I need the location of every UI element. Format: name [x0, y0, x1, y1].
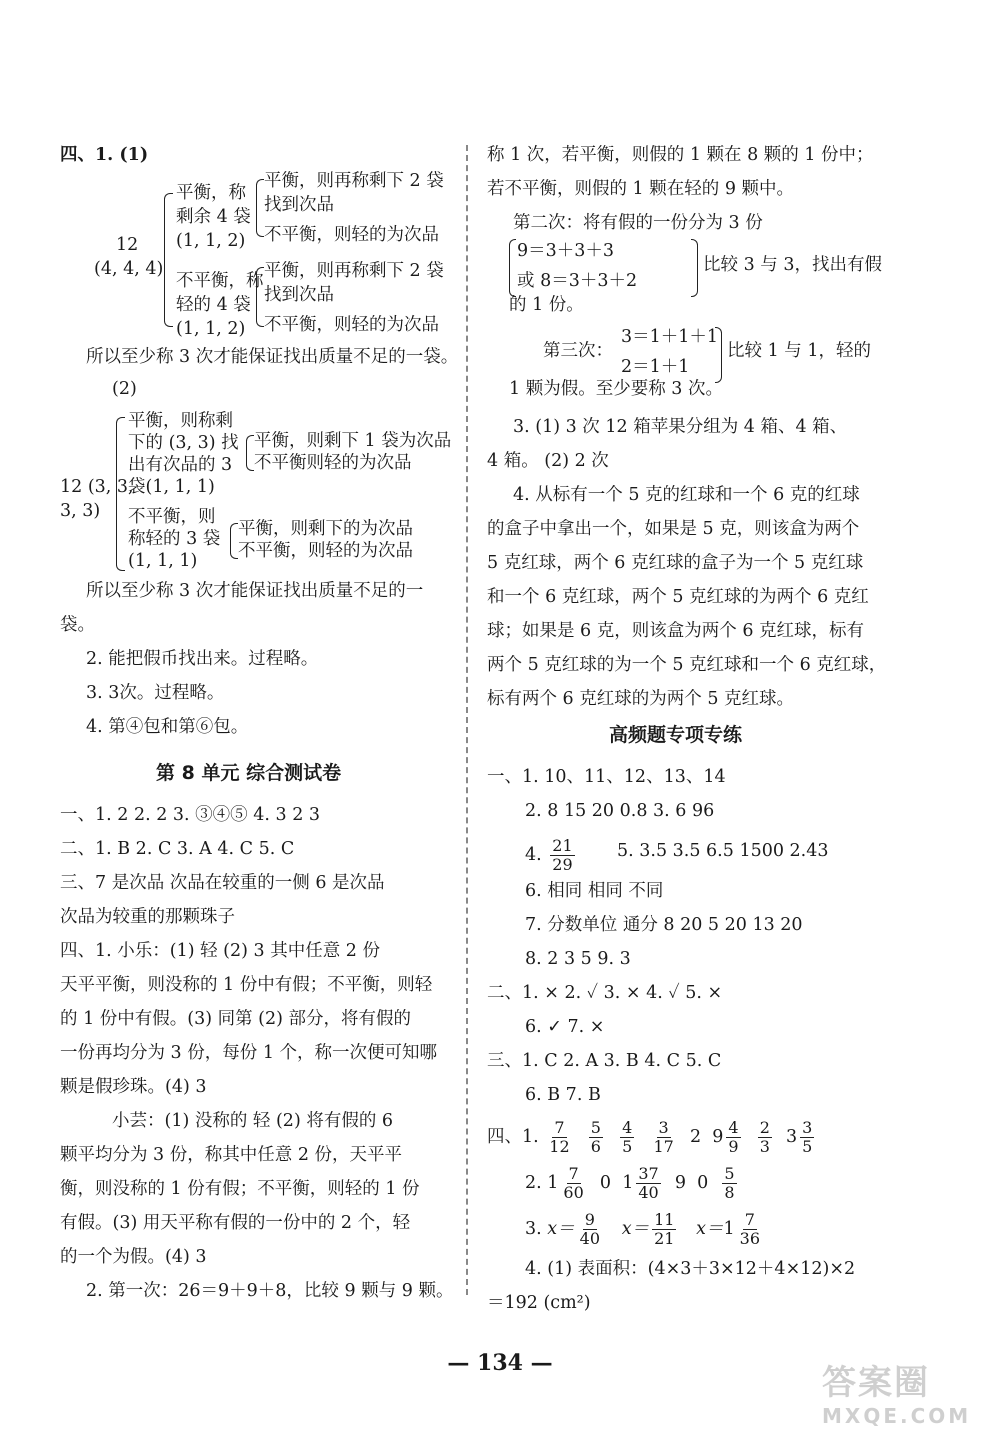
section-4-q1-head: 四、1. (1)	[60, 145, 149, 165]
right-text-line: 称 1 次，若平衡，则假的 1 颗在 8 颗的 1 份中；	[487, 145, 874, 165]
fraction	[726, 1119, 740, 1156]
numerator: 5	[724, 1164, 735, 1183]
conclusion-2: 袋。	[60, 615, 95, 635]
q3-answer: 3. 3次。过程略。	[86, 683, 225, 703]
right-q4-line: 标有两个 6 克红球的为两个 5 克红球。	[487, 689, 795, 709]
hf-part2: 二、1. × 2. ✓ 3. × 4. ✓ 5. ×	[487, 983, 723, 1003]
var-x: x＝	[696, 1219, 724, 1239]
hf-part2: 6. ✓ 7. ×	[525, 1017, 605, 1037]
right-q3: 4 箱。 (2) 2 次	[487, 451, 609, 471]
mixed-whole: 3	[786, 1127, 798, 1147]
numerator: 2	[759, 1118, 770, 1137]
numerator: 21	[552, 836, 573, 855]
u8-part4-line: 小芸：(1) 没称的 轻 (2) 将有假的 6	[112, 1111, 394, 1131]
denominator: 12	[549, 1137, 570, 1156]
numerator: 7	[554, 1118, 565, 1137]
fraction	[547, 1119, 571, 1156]
right-q4-line: 球；如果是 6 克，则该盒为两个 6 克红球，标有	[487, 621, 865, 641]
numerator: 7	[744, 1210, 755, 1229]
fraction	[800, 1119, 814, 1156]
numerator: 4	[622, 1118, 633, 1137]
fraction	[589, 1119, 603, 1156]
numerator: 7	[568, 1164, 579, 1183]
system2-eq: 3＝1＋1＋1	[621, 327, 719, 347]
denominator: 36	[739, 1229, 761, 1248]
system1-right-brace	[691, 239, 698, 297]
u8-part4-line: 的一个为假。(4) 3	[60, 1247, 207, 1267]
tree2-branch2: 不平衡，则	[128, 507, 216, 527]
denominator: 5	[802, 1137, 813, 1156]
third-weigh-label: 第三次：	[543, 341, 613, 361]
denominator: 5	[622, 1137, 633, 1156]
right-q3: 3. (1) 3 次 12 箱苹果分组为 4 箱、4 箱、	[513, 417, 848, 437]
page-number: — 134 —	[447, 1350, 553, 1376]
tree1-root-split: (4, 4, 4)	[94, 259, 164, 279]
right-q4-line: 5 克红球，两个 6 克红球的盒子为一个 5 克红球	[487, 553, 864, 573]
hf4-q2-label: 2.	[525, 1173, 542, 1193]
var-x: x＝	[547, 1219, 575, 1239]
tree1-branch2: 不平衡，称	[176, 271, 264, 291]
fraction	[652, 1211, 676, 1248]
system1-tail: 的 1 份。	[509, 295, 584, 315]
denominator: 9	[728, 1137, 739, 1156]
tree2-branch2: (1, 1, 1)	[128, 551, 198, 571]
hf-part4-q4: 4. (1) 表面积：(4×3＋3×12＋4×12)×2	[525, 1259, 856, 1279]
tree2-branch1: 平衡，则称剩	[128, 411, 233, 431]
tree1-branch2: (1, 1, 2)	[176, 319, 246, 339]
tree1-branch1: 剩余 4 袋	[176, 207, 251, 227]
right-q4-line: 的盒子中拿出一个，如果是 5 克，则该盒为两个	[487, 519, 860, 539]
numerator: 11	[654, 1210, 675, 1229]
tree1-branch2: 轻的 4 袋	[176, 295, 251, 315]
u8-part4-line: 颗是假珍珠。(4) 3	[60, 1077, 207, 1097]
fraction	[620, 1119, 634, 1156]
tree1-leaf: 不平衡，则轻的为次品	[264, 225, 439, 245]
mixed-whole: 1	[622, 1173, 634, 1193]
tree2-leaf: 不平衡则轻的为次品	[254, 453, 412, 473]
u8-part4-line: 的 1 份中有假。(3) 同第 (2) 部分，将有假的	[60, 1009, 412, 1029]
denominator: 60	[563, 1183, 584, 1202]
tree1-branch1: 平衡，称	[176, 183, 246, 203]
mixed-whole: 1	[723, 1219, 735, 1239]
right-text-line: 第二次：将有假的一份分为 3 份	[513, 213, 763, 233]
fraction	[651, 1119, 675, 1156]
tree1-leaf: 不平衡，则轻的为次品	[264, 315, 439, 335]
tree2-leaf: 平衡，则剩下的为次品	[238, 519, 413, 539]
numerator: 3	[802, 1118, 813, 1137]
hf4-q3-label: 3.	[525, 1219, 542, 1239]
hf-part3: 6. B 7. B	[525, 1085, 601, 1105]
hf-part1: 2. 8 15 20 0.8 3. 6 96	[525, 801, 715, 821]
tree2-sub-brace	[230, 523, 238, 559]
denominator: 40	[638, 1183, 659, 1202]
system1-eq: 9＝3＋3＋3	[517, 241, 615, 261]
u8-part4-line: 有假。(3) 用天平称有假的一份中的 2 个，轻	[60, 1213, 411, 1233]
hf1-q4-label: 4.	[525, 845, 542, 865]
u8-part3: 三、7 是次品 次品在较重的一侧 6 是次品	[60, 873, 385, 893]
numerator: 5	[590, 1118, 601, 1137]
watermark-url: MXQE.COM	[822, 1404, 972, 1428]
denominator: 8	[724, 1183, 735, 1202]
conclusion-1: 所以至少称 3 次才能保证找出质量不足的一袋。	[86, 347, 459, 367]
system2-right-brace	[715, 327, 722, 383]
denominator: 21	[654, 1229, 675, 1248]
u8-part4-line: 天平平衡，则没称的 1 份中有假；不平衡，则轻	[60, 975, 433, 995]
numerator: 4	[728, 1118, 739, 1137]
fraction	[561, 1165, 585, 1202]
tree2-brace	[116, 417, 125, 571]
u8-part4-line: 颗平均分为 3 份，称其中任意 2 份，天平平	[60, 1145, 403, 1165]
tree1-branch1: (1, 1, 2)	[176, 231, 246, 251]
tree1-leaf: 平衡，则再称剩下 2 袋	[264, 261, 444, 281]
u8-part4-line: 一份再均分为 3 份，每份 1 个，称一次便可知哪	[60, 1043, 438, 1063]
hf-part1-q4	[525, 837, 578, 874]
right-text-line: 若不平衡，则假的 1 颗在轻的 9 颗中。	[487, 179, 795, 199]
tree2-branch1: 下的 (3, 3) 找	[128, 433, 239, 453]
tree2-branch1: 出有次品的 3	[128, 455, 233, 475]
numerator: 37	[638, 1164, 659, 1183]
tree2-root: 3, 3)	[60, 501, 101, 521]
value: 9	[674, 1173, 686, 1193]
system1-left-brace	[509, 239, 516, 297]
fraction	[738, 1211, 762, 1248]
fraction	[550, 837, 574, 874]
u8-part3: 次品为较重的那颗珠子	[60, 907, 235, 927]
value: 0	[599, 1173, 612, 1193]
hf-part4-q1	[487, 1119, 817, 1156]
system1-eq: 或 8＝3＋3＋2	[517, 271, 638, 291]
fraction	[722, 1165, 736, 1202]
fraction	[578, 1211, 602, 1248]
right-q4-line: 4. 从标有一个 5 克的红球和一个 6 克的红球	[513, 485, 860, 505]
hf-part4-q3	[525, 1211, 765, 1248]
hf-part4-q4: ＝192 (cm²)	[487, 1293, 591, 1313]
column-divider	[466, 145, 468, 1295]
system1-tail: 比较 3 与 3，找出有假	[703, 255, 882, 275]
hf-part3: 三、1. C 2. A 3. B 4. C 5. C	[487, 1051, 722, 1071]
mixed-whole: 9	[712, 1127, 724, 1147]
denominator: 40	[579, 1229, 601, 1248]
denominator: 6	[590, 1137, 601, 1156]
conclusion-2: 所以至少称 3 次才能保证找出质量不足的一	[86, 581, 424, 601]
tree2-root: 12 (3, 3,	[60, 477, 134, 497]
system2-tail: 1 颗为假。至少要称 3 次。	[509, 379, 723, 399]
right-q4-line: 两个 5 克红球的为一个 5 克红球和一个 6 克红球，	[487, 655, 887, 675]
hf4-q1-label: 四、1.	[487, 1127, 539, 1147]
u8-part1: 一、1. 2 2. 2 3. ③④⑤ 4. 3 2 3	[60, 805, 321, 825]
tree2-branch1: 袋(1, 1, 1)	[128, 477, 215, 497]
u8-part4-line: 2. 第一次：26＝9＋9＋8，比较 9 颗与 9 颗。	[86, 1281, 454, 1301]
right-q4-line: 和一个 6 克红球，两个 5 克红球的为两个 6 克红	[487, 587, 869, 607]
tree1-root: 12	[116, 235, 139, 255]
system2-tail: 比较 1 与 1，轻的	[727, 341, 871, 361]
q4-answer: 4. 第④包和第⑥包。	[86, 717, 249, 737]
watermark-logo	[822, 1355, 972, 1428]
tree1-leaf: 平衡，则再称剩下 2 袋	[264, 171, 444, 191]
u8-part4-line: 衡，则没称的 1 份有假；不平衡，则轻的 1 份	[60, 1179, 420, 1199]
hf-part1: 8. 2 3 5 9. 3	[525, 949, 631, 969]
high-freq-title: 高频题专项专练	[609, 724, 743, 746]
tree1-brace	[164, 193, 173, 327]
mixed-whole: 1	[547, 1173, 559, 1193]
tree1-sub-brace	[256, 179, 264, 237]
denominator: 29	[552, 855, 573, 874]
hf-part4-q2	[525, 1165, 740, 1202]
fraction	[758, 1119, 772, 1156]
tree1-leaf: 找到次品	[264, 195, 334, 215]
value: 2	[689, 1127, 702, 1147]
tree1-sub-brace	[256, 267, 264, 327]
hf-part1: 5. 3.5 3.5 6.5 1500 2.43	[617, 841, 829, 861]
denominator: 17	[653, 1137, 674, 1156]
tree2-leaf: 不平衡，则轻的为次品	[238, 541, 413, 561]
denominator: 3	[759, 1137, 770, 1156]
value: 0	[697, 1173, 709, 1193]
q2-answer: 2. 能把假币找出来。过程略。	[86, 649, 319, 669]
hf-part1: 6. 相同 相同 不同	[525, 881, 664, 901]
watermark-text: 答案圈	[822, 1363, 930, 1403]
tree2-sub-brace	[246, 435, 254, 471]
var-x: x＝	[621, 1219, 650, 1239]
hf-part1: 一、1. 10、11、12、13、14	[487, 767, 726, 787]
u8-part2: 二、1. B 2. C 3. A 4. C 5. C	[60, 839, 295, 859]
tree1-leaf: 找到次品	[264, 285, 334, 305]
tree2-leaf: 平衡，则剩下 1 袋为次品	[254, 431, 452, 451]
u8-part4-line: 四、1. 小乐：(1) 轻 (2) 3 其中任意 2 份	[60, 941, 380, 961]
numerator: 9	[584, 1210, 595, 1229]
tree2-branch2: 称轻的 3 袋	[128, 529, 221, 549]
hf-part1: 7. 分数单位 通分 8 20 5 20 13 20	[525, 915, 803, 935]
numerator: 3	[658, 1118, 669, 1137]
unit8-title: 第 8 单元 综合测试卷	[156, 762, 342, 784]
fraction	[636, 1165, 660, 1202]
system2-eq: 2＝1＋1	[621, 357, 690, 377]
part-2-label: (2)	[112, 379, 137, 399]
